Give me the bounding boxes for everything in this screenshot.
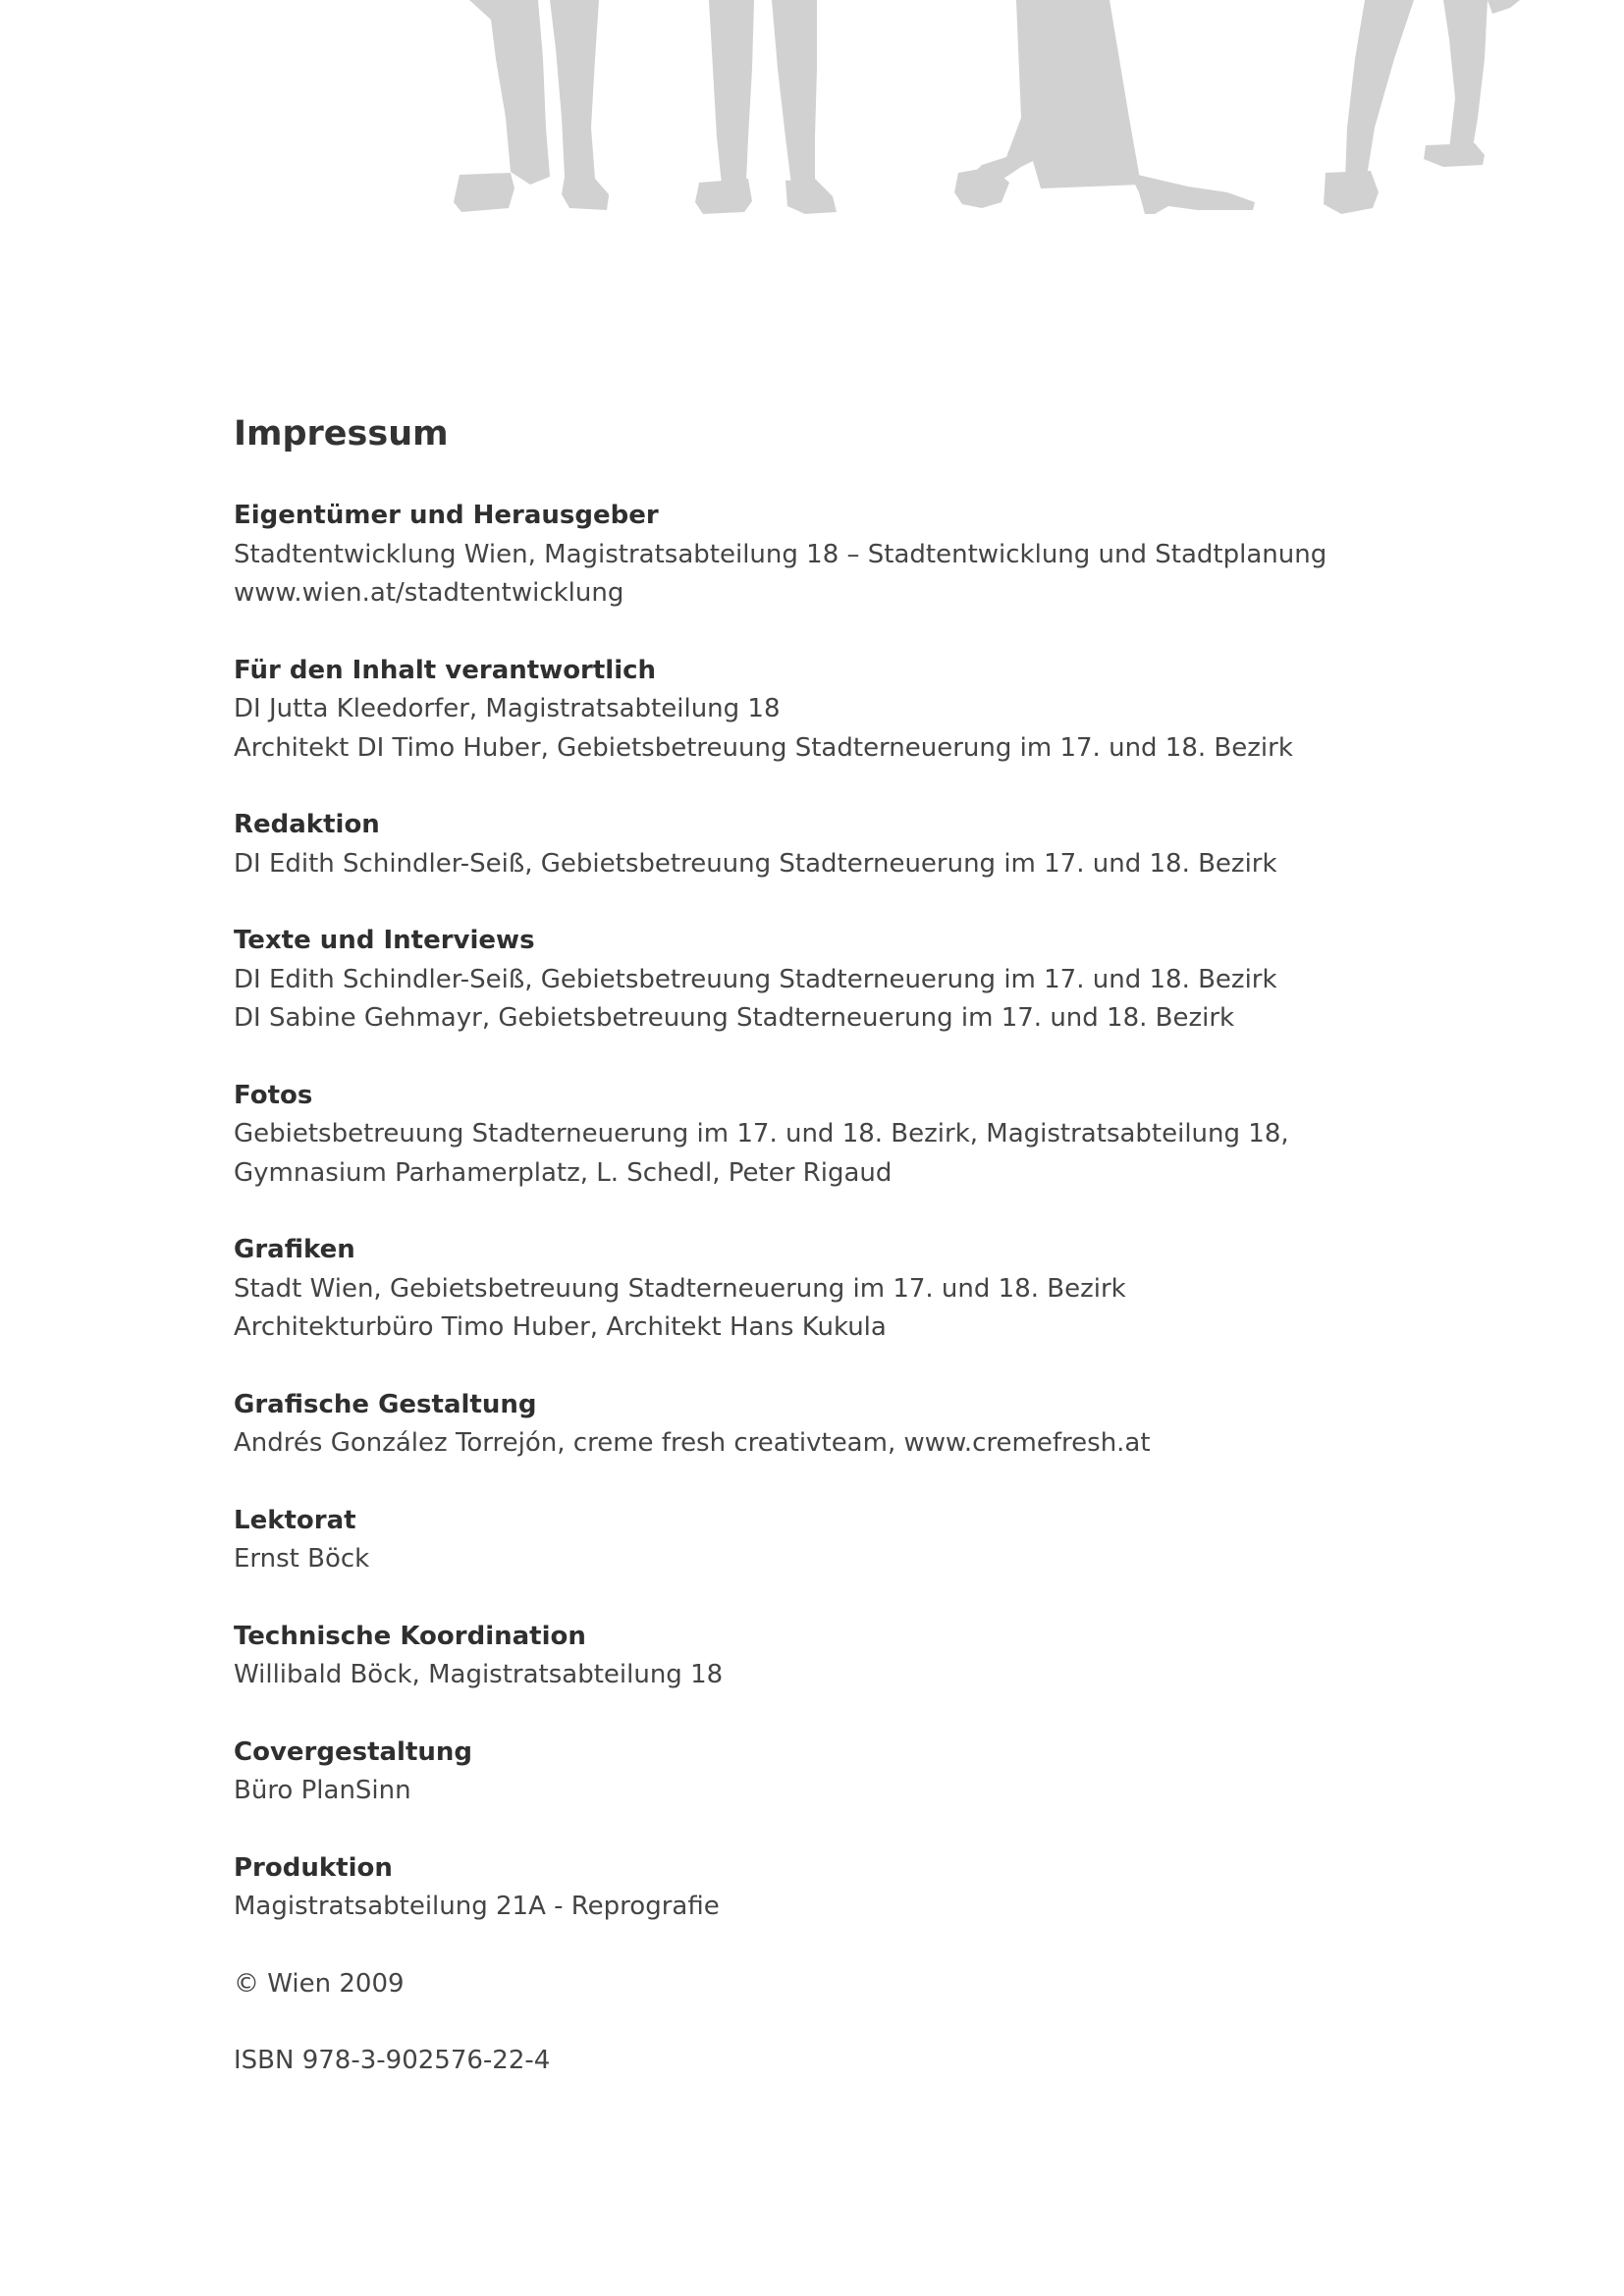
- section-line: www.wien.at/stadtentwicklung: [234, 578, 624, 608]
- section-heading: Eigentümer und Herausgeber: [234, 501, 659, 530]
- section-line: Stadt Wien, Gebietsbetreuung Stadterneuerung im 17. und 18. Bezirk: [234, 1273, 1126, 1304]
- silhouette-person-4: [1324, 0, 1520, 214]
- silhouette-person-2: [695, 0, 837, 214]
- section-heading: Lektorat: [234, 1505, 356, 1535]
- section-heading: Für den Inhalt verantwortlich: [234, 655, 657, 685]
- section-redaktion: [234, 806, 1412, 883]
- people-silhouettes-illustration: [0, 0, 1624, 226]
- section-line: Willibald Böck, Magistratsabteilung 18: [234, 1660, 724, 1689]
- section-line: Gymnasium Parhamerplatz, L. Schedl, Peter Rigaud: [234, 1157, 893, 1188]
- section-fotos: [234, 1077, 1412, 1194]
- silhouette-person-1: [454, 0, 609, 212]
- silhouette-person-3: [954, 0, 1255, 214]
- page-title: Impressum: [234, 414, 449, 454]
- copyright-notice: © Wien 2009: [234, 1968, 405, 1999]
- section-heading: Technische Koordination: [234, 1621, 586, 1651]
- section-covergestaltung: [234, 1734, 1412, 1811]
- section-grafiken: [234, 1231, 1412, 1348]
- section-lektorat: [234, 1502, 1412, 1579]
- section-heading: Covergestaltung: [234, 1736, 473, 1767]
- isbn-number: ISBN 978-3-902576-22-4: [234, 2046, 551, 2075]
- section-line: Gebietsbetreuung Stadterneuerung im 17. und 18. Bezirk, Magistratsabteilung 18,: [234, 1119, 1289, 1148]
- section-heading: Produktion: [234, 1852, 393, 1883]
- section-produktion: [234, 1849, 1412, 1927]
- section-heading: Texte und Interviews: [234, 926, 535, 955]
- section-line: Magistratsabteilung 21A - Reprografie: [234, 1892, 720, 1921]
- section-line: DI Sabine Gehmayr, Gebietsbetreuung Stadterneuerung im 17. und 18. Bezirk: [234, 1003, 1235, 1033]
- section-line: Ernst Böck: [234, 1544, 370, 1574]
- section-line: Architekt DI Timo Huber, Gebietsbetreuung Stadterneuerung im 17. und 18. Bezirk: [234, 732, 1293, 763]
- section-line: Architekturbüro Timo Huber, Architekt Hans Kukula: [234, 1312, 887, 1342]
- section-heading: Grafiken: [234, 1235, 355, 1264]
- section-texte-interviews: [234, 922, 1412, 1039]
- section-inhalt-verantwortlich: [234, 652, 1412, 769]
- section-line: Stadtentwicklung Wien, Magistratsabteilung 18 – Stadtentwicklung und Stadtplanung: [234, 539, 1327, 569]
- section-line: Büro PlanSinn: [234, 1776, 411, 1805]
- section-line: Andrés González Torrejón, creme fresh creativteam, www.cremefresh.at: [234, 1428, 1151, 1458]
- section-eigentuemer: [234, 497, 1412, 614]
- section-line: DI Edith Schindler-Seiß, Gebietsbetreuung Stadterneuerung im 17. und 18. Bezirk: [234, 964, 1277, 994]
- impressum-content: [234, 410, 1412, 2119]
- section-line: DI Edith Schindler-Seiß, Gebietsbetreuung Stadterneuerung im 17. und 18. Bezirk: [234, 848, 1277, 879]
- section-line: DI Jutta Kleedorfer, Magistratsabteilung 18: [234, 694, 781, 723]
- section-technische-koordination: [234, 1618, 1412, 1695]
- section-heading: Redaktion: [234, 810, 380, 839]
- section-heading: Fotos: [234, 1080, 313, 1110]
- section-heading: Grafische Gestaltung: [234, 1389, 537, 1419]
- section-grafische-gestaltung: [234, 1386, 1412, 1464]
